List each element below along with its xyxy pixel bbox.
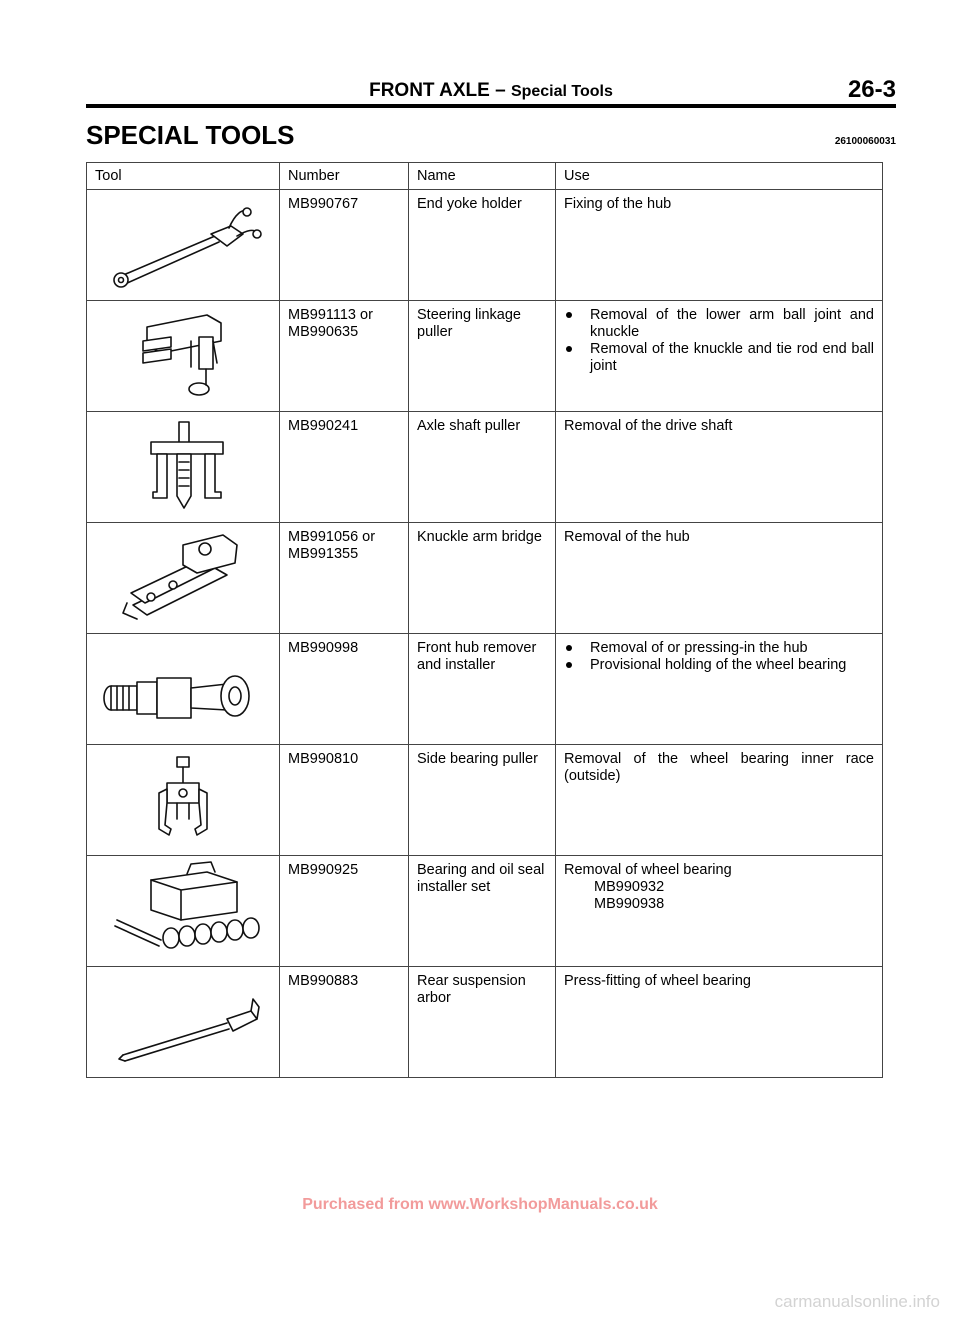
use-item: Removal of the knuckle and tie rod end ball joint bbox=[564, 341, 874, 375]
tool-name: Side bearing puller bbox=[409, 745, 556, 856]
tool-name: End yoke holder bbox=[409, 190, 556, 301]
tool-use: Removal of the drive shaft bbox=[556, 412, 883, 523]
tool-number: MB990810 bbox=[280, 745, 409, 856]
use-list bbox=[564, 640, 874, 674]
tool-use: Removal of the wheel bearing inner race (outside) bbox=[556, 745, 883, 856]
axle-shaft-puller-icon bbox=[87, 412, 279, 520]
front-hub-remover-icon bbox=[87, 634, 279, 742]
tool-name: Knuckle arm bridge bbox=[409, 523, 556, 634]
section-title: SPECIAL TOOLS bbox=[86, 120, 295, 150]
tool-illustration-cell bbox=[87, 190, 280, 301]
tool-illustration-cell bbox=[87, 856, 280, 967]
tool-number: MB991113 or MB990635 bbox=[280, 301, 409, 412]
use-item: Removal of or pressing-in the hub bbox=[564, 640, 874, 657]
use-list bbox=[564, 307, 874, 375]
end-yoke-holder-icon bbox=[87, 190, 279, 298]
table-row bbox=[87, 634, 883, 745]
tool-use bbox=[556, 301, 883, 412]
tool-use: Press-fitting of wheel bearing bbox=[556, 967, 883, 1078]
knuckle-arm-bridge-icon bbox=[87, 523, 279, 631]
page-header bbox=[86, 78, 896, 104]
tool-number: MB990925 bbox=[280, 856, 409, 967]
tool-use: Fixing of the hub bbox=[556, 190, 883, 301]
sub-part-number: MB990932 bbox=[594, 879, 665, 895]
use-item: Removal of the lower arm ball joint and knuckle bbox=[564, 307, 874, 341]
table-row bbox=[87, 967, 883, 1078]
tool-name: Front hub remover and installer bbox=[409, 634, 556, 745]
steering-linkage-puller-icon bbox=[87, 301, 279, 409]
tool-number: MB991056 or MB991355 bbox=[280, 523, 409, 634]
tool-illustration-cell bbox=[87, 634, 280, 745]
tool-number: MB990998 bbox=[280, 634, 409, 745]
tool-name: Rear suspension arbor bbox=[409, 967, 556, 1078]
use-item: Provisional holding of the wheel bearing bbox=[564, 657, 874, 674]
page-number: 26-3 bbox=[847, 76, 896, 103]
table-row bbox=[87, 412, 883, 523]
tool-number: MB990241 bbox=[280, 412, 409, 523]
purchase-source-link[interactable]: Purchased from www.WorkshopManuals.co.uk bbox=[302, 1196, 658, 1213]
column-header-name: Name bbox=[409, 163, 556, 190]
tool-use bbox=[556, 634, 883, 745]
tool-use: Removal of the hub bbox=[556, 523, 883, 634]
column-header-use: Use bbox=[556, 163, 883, 190]
tool-illustration-cell bbox=[87, 745, 280, 856]
tool-name: Bearing and oil seal installer set bbox=[409, 856, 556, 967]
tool-illustration-cell bbox=[87, 523, 280, 634]
side-bearing-puller-icon bbox=[87, 745, 279, 853]
tool-illustration-cell bbox=[87, 967, 280, 1078]
special-tools-table bbox=[86, 162, 883, 1078]
tool-number: MB990883 bbox=[280, 967, 409, 1078]
table-row bbox=[87, 745, 883, 856]
rear-suspension-arbor-icon bbox=[87, 967, 279, 1075]
tool-use: Removal of wheel bearing MB990932 MB990938 bbox=[556, 856, 883, 967]
header-title: FRONT AXLE – Special Tools bbox=[369, 80, 613, 101]
table-row bbox=[87, 301, 883, 412]
table-row bbox=[87, 523, 883, 634]
tool-number: MB990767 bbox=[280, 190, 409, 301]
table-header-row bbox=[87, 163, 883, 190]
table-row bbox=[87, 190, 883, 301]
tool-name: Steering linkage puller bbox=[409, 301, 556, 412]
table-row bbox=[87, 856, 883, 967]
document-code: 26100060031 bbox=[834, 136, 896, 147]
bearing-installer-set-icon bbox=[87, 856, 279, 964]
column-header-tool: Tool bbox=[87, 163, 280, 190]
column-header-number: Number bbox=[280, 163, 409, 190]
tool-name: Axle shaft puller bbox=[409, 412, 556, 523]
site-watermark: carmanualsonline.info bbox=[774, 1292, 940, 1311]
header-rule bbox=[86, 104, 896, 108]
sub-part-number: MB990938 bbox=[594, 896, 665, 912]
tool-illustration-cell bbox=[87, 412, 280, 523]
tool-illustration-cell bbox=[87, 301, 280, 412]
